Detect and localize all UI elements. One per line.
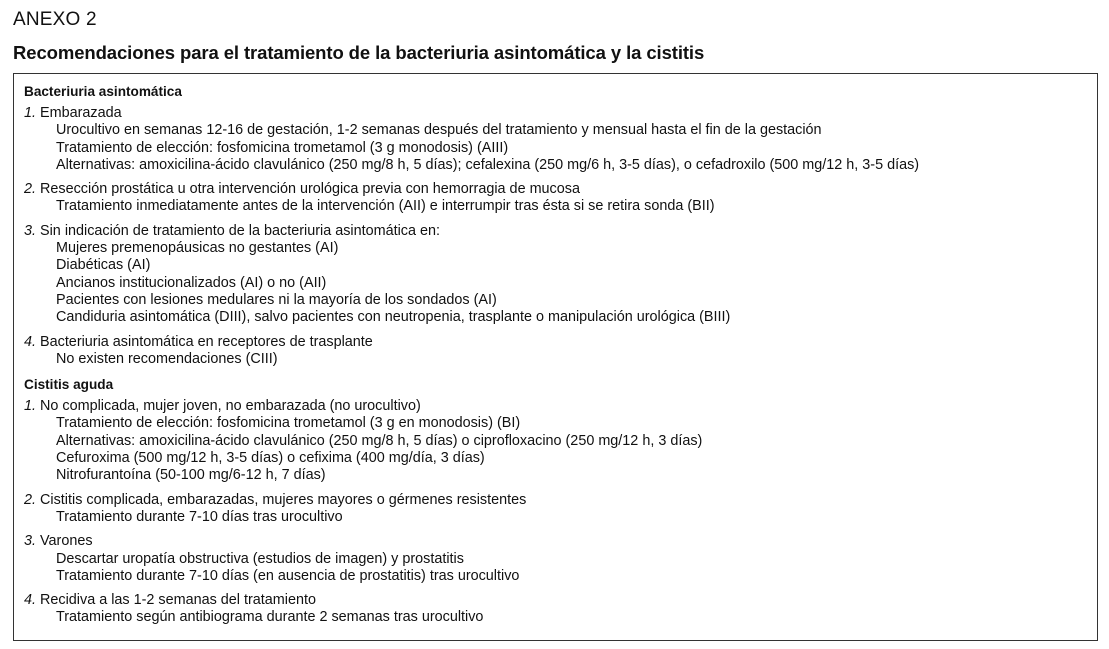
item-number: 2. (24, 491, 37, 508)
item-text: Sin indicación de tratamiento de la bacteriuria asintomática en: (40, 222, 440, 239)
section-cistitis (24, 376, 1097, 627)
item-number: 1. (24, 105, 37, 121)
item-number: 3. (24, 533, 37, 550)
sub-item: Alternativas: amoxicilina-ácido clavulánico (250 mg/8 h, 5 días); cefalexina (250 mg/6 h, 3-5 días), o cefadroxilo (500 mg/12 h, 3-5 días) (56, 156, 920, 173)
item-text: Recidiva a las 1-2 semanas del tratamiento (40, 592, 316, 609)
list-item (24, 533, 1097, 585)
list-item (24, 223, 1097, 327)
item-text: No complicada, mujer joven, no embarazada (no urocultivo) (40, 398, 421, 415)
item-number: 1. (24, 398, 37, 415)
item-text: Resección prostática u otra intervención urológica previa con hemorragia de mucosa (40, 181, 580, 198)
sub-item: Nitrofurantoína (50-100 mg/6-12 h, 7 días) (56, 467, 326, 484)
sub-item: Tratamiento durante 7-10 días tras urocultivo (56, 508, 343, 525)
item-text: Bacteriuria asintomática en receptores de trasplante (40, 333, 373, 350)
item-text: Embarazada (40, 105, 122, 121)
list-item (24, 334, 1097, 369)
section-bacteriuria (24, 83, 1097, 368)
recommendations-box (13, 73, 1098, 641)
list-item (24, 592, 1097, 627)
item-text: Cistitis complicada, embarazadas, mujeres mayores o gérmenes resistentes (40, 491, 527, 508)
sub-item: Candiduria asintomática (DIII), salvo pacientes con neutropenia, trasplante o manipulación urológica (BIII) (56, 309, 731, 326)
item-text: Varones (40, 533, 93, 550)
item-number: 2. (24, 181, 37, 198)
sub-item: Tratamiento inmediatamente antes de la intervención (AII) e interrumpir tras ésta si se retira sonda (BII) (56, 198, 715, 215)
sub-item: Mujeres premenopáusicas no gestantes (AI) (56, 240, 339, 257)
sub-item: Alternativas: amoxicilina-ácido clavulánico (250 mg/8 h, 5 días) o ciprofloxacino (250 mg/12 h, 3 días) (56, 432, 703, 449)
annex-label: ANEXO 2 (13, 9, 97, 30)
sub-item: No existen recomendaciones (CIII) (56, 350, 278, 367)
sub-item: Tratamiento de elección: fosfomicina trometamol (3 g monodosis) (AIII) (56, 139, 509, 156)
list-item (24, 492, 1097, 527)
item-number: 3. (24, 222, 37, 239)
list-item (24, 181, 1097, 216)
list-item (24, 398, 1097, 484)
section-heading: Cistitis aguda (24, 377, 114, 393)
section-heading: Bacteriuria asintomática (24, 84, 182, 99)
list-item (24, 105, 1097, 174)
sub-item: Tratamiento durante 7-10 días (en ausencia de prostatitis) tras urocultivo (56, 567, 520, 584)
sub-item: Ancianos institucionalizados (AI) o no (AII) (56, 274, 327, 291)
item-number: 4. (24, 592, 37, 609)
sub-item: Tratamiento según antibiograma durante 2 semanas tras urocultivo (56, 609, 484, 626)
sub-item: Cefuroxima (500 mg/12 h, 3-5 días) o cefixima (400 mg/día, 3 días) (56, 450, 485, 467)
item-number: 4. (24, 333, 37, 350)
sub-item: Diabéticas (AI) (56, 257, 151, 274)
document-title: Recomendaciones para el tratamiento de la bacteriuria asintomática y la cistitis (13, 42, 705, 63)
sub-item: Pacientes con lesiones medulares ni la mayoría de los sondados (AI) (56, 291, 497, 308)
sub-item: Urocultivo en semanas 12-16 de gestación, 1-2 semanas después del tratamiento y mensual hasta el fin de la gestación (56, 122, 822, 139)
sub-item: Tratamiento de elección: fosfomicina trometamol (3 g en monodosis) (BI) (56, 415, 521, 432)
sub-item: Descartar uropatía obstructiva (estudios de imagen) y prostatitis (56, 550, 464, 567)
